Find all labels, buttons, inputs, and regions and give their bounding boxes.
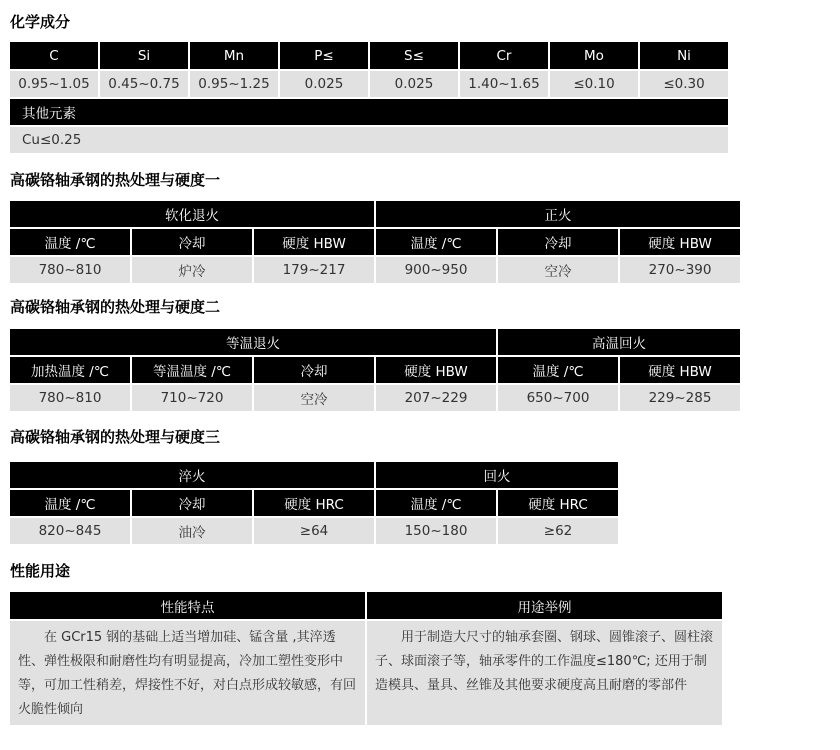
header-carbon: C	[10, 42, 98, 69]
value-hardness: ≥64	[254, 518, 374, 544]
value-temperature: 820~845	[10, 518, 130, 544]
header-hardness: 硬度 HBW	[376, 357, 496, 383]
value-silicon: 0.45~0.75	[100, 71, 188, 97]
group-quenching: 淬火	[10, 462, 374, 488]
heat-treatment-3-title: 高碳铬轴承钢的热处理与硬度三	[10, 428, 221, 446]
header-cooling: 冷却	[132, 490, 252, 516]
heat-treatment-1-title: 高碳铬轴承钢的热处理与硬度一	[10, 171, 221, 189]
header-sulfur: S≤	[370, 42, 458, 69]
value-cooling: 空冷	[254, 385, 374, 411]
value-hardness: 179~217	[254, 257, 374, 283]
group-isothermal-annealing: 等温退火	[10, 329, 496, 355]
group-softening-annealing: 软化退火	[10, 201, 374, 227]
header-phosphorus: P≤	[280, 42, 368, 69]
value-temperature: 900~950	[376, 257, 496, 283]
uses-text: 用于制造大尺寸的轴承套圈、钢球、圆锥滚子、圆柱滚子、球面滚子等，轴承零件的工作温度≤180℃; 还用于制造模具、量具、丝锥及其他要求硬度高且耐磨的零部件	[367, 621, 722, 725]
header-cooling: 冷却	[498, 229, 618, 255]
value-nickel: ≤0.30	[640, 71, 728, 97]
header-chromium: Cr	[460, 42, 548, 69]
value-hardness: 270~390	[620, 257, 740, 283]
value-temperature: 150~180	[376, 518, 496, 544]
header-hardness: 硬度 HBW	[620, 357, 740, 383]
group-tempering: 回火	[376, 462, 618, 488]
performance-table	[8, 590, 724, 727]
header-features: 性能特点	[10, 592, 365, 619]
header-hardness: 硬度 HRC	[254, 490, 374, 516]
features-text: 在 GCr15 钢的基础上适当增加硅、锰含量 ,其淬透性、弹性极限和耐磨性均有明显提高，冷加工塑性变形中等，可加工性稍差，焊接性不好，对白点形成较敏感，有回火脆性倾向	[10, 621, 365, 725]
heat-treatment-3-table	[8, 460, 620, 546]
value-isothermal-temperature: 710~720	[132, 385, 252, 411]
header-hardness: 硬度 HRC	[498, 490, 618, 516]
value-temperature: 650~700	[498, 385, 618, 411]
header-temperature: 温度 /℃	[498, 357, 618, 383]
header-temperature: 温度 /℃	[10, 229, 130, 255]
header-manganese: Mn	[190, 42, 278, 69]
value-phosphorus: 0.025	[280, 71, 368, 97]
header-isothermal-temperature: 等温温度 /℃	[132, 357, 252, 383]
header-molybdenum: Mo	[550, 42, 638, 69]
heat-treatment-2-title: 高碳铬轴承钢的热处理与硬度二	[10, 298, 221, 316]
header-nickel: Ni	[640, 42, 728, 69]
value-hardness: 229~285	[620, 385, 740, 411]
value-hardness: 207~229	[376, 385, 496, 411]
header-temperature: 温度 /℃	[376, 229, 496, 255]
value-hardness: ≥62	[498, 518, 618, 544]
heat-treatment-1-table	[8, 199, 742, 285]
chemical-composition-title: 化学成分	[10, 13, 71, 31]
header-cooling: 冷却	[132, 229, 252, 255]
group-normalizing: 正火	[376, 201, 740, 227]
header-cooling: 冷却	[254, 357, 374, 383]
other-elements-label: 其他元素	[10, 99, 728, 125]
header-hardness: 硬度 HBW	[254, 229, 374, 255]
value-manganese: 0.95~1.25	[190, 71, 278, 97]
value-sulfur: 0.025	[370, 71, 458, 97]
other-elements-value: Cu≤0.25	[10, 127, 728, 153]
header-temperature: 温度 /℃	[10, 490, 130, 516]
header-heating-temperature: 加热温度 /℃	[10, 357, 130, 383]
value-cooling: 油冷	[132, 518, 252, 544]
value-cooling: 空冷	[498, 257, 618, 283]
chemical-composition-table	[8, 40, 730, 155]
header-silicon: Si	[100, 42, 188, 69]
value-heating-temperature: 780~810	[10, 385, 130, 411]
value-molybdenum: ≤0.10	[550, 71, 638, 97]
value-carbon: 0.95~1.05	[10, 71, 98, 97]
header-temperature: 温度 /℃	[376, 490, 496, 516]
header-uses: 用途举例	[367, 592, 722, 619]
value-temperature: 780~810	[10, 257, 130, 283]
group-high-temp-tempering: 高温回火	[498, 329, 740, 355]
performance-title: 性能用途	[10, 562, 71, 580]
value-chromium: 1.40~1.65	[460, 71, 548, 97]
header-hardness: 硬度 HBW	[620, 229, 740, 255]
heat-treatment-2-table	[8, 327, 742, 413]
value-cooling: 炉冷	[132, 257, 252, 283]
